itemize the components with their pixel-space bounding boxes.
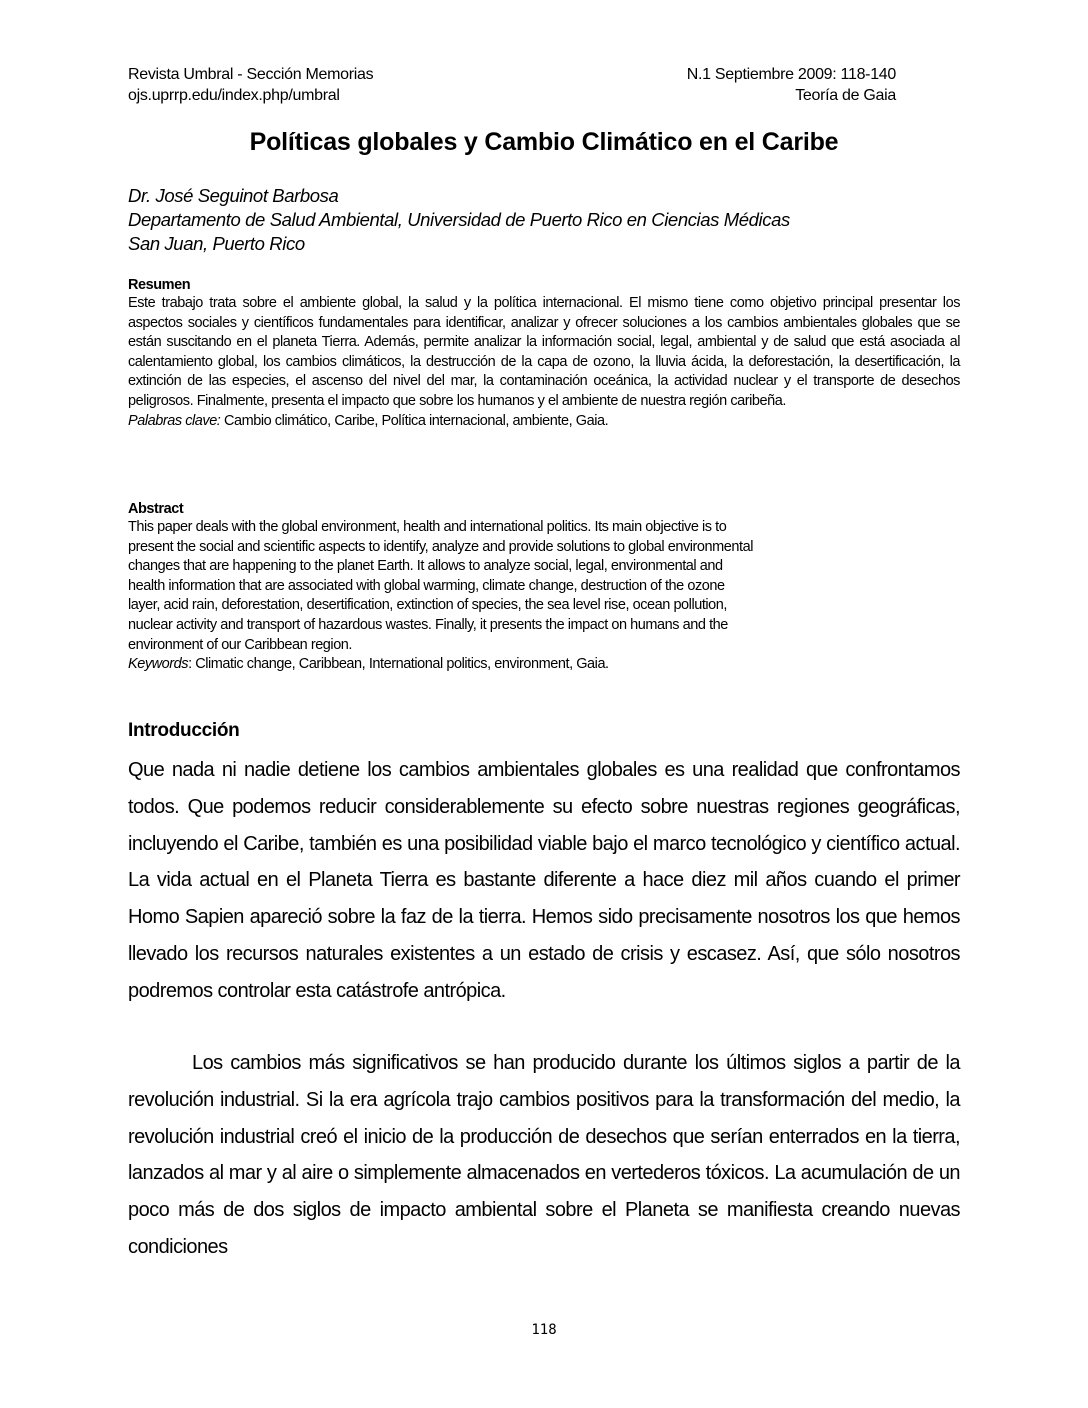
keywords-label: Keywords <box>128 656 189 673</box>
keywords <box>128 655 960 675</box>
abstract-line: environment of our Caribbean region. <box>128 636 352 653</box>
abstract-heading: Abstract <box>128 501 184 517</box>
abstract-line: This paper deals with the global environment, health and international politics. Its main objective is to <box>128 519 727 535</box>
header-right <box>687 64 896 106</box>
introduction-heading: Introducción <box>128 720 240 741</box>
author-block <box>128 184 790 256</box>
paper-title: Políticas globales y Cambio Climático en el Caribe <box>249 128 839 156</box>
resumen-section <box>128 276 960 431</box>
abstract-line: changes that are happening to the planet Earth. It allows to analyze social, legal, environmental and <box>128 558 723 575</box>
palabras-clave-values: Cambio climático, Caribe, Política internacional, ambiente, Gaia. <box>220 412 609 429</box>
journal-section: Revista Umbral - Sección Memorias <box>128 66 374 83</box>
header-left <box>128 64 373 106</box>
abstract-line: present the social and scientific aspects to identify, analyze and provide solutions to global environmental <box>128 538 753 555</box>
resumen-text: Este trabajo trata sobre el ambiente global, la salud y la política internacional. El mismo tiene como objetivo principal presentar los aspectos sociales y científicos fundamentales para identificar, analizar y ofrecer soluciones a los cambios ambientales globales que se están suscitando en el planeta Tierra. Además, permite analizar la información social, legal, ambiental y de salud que está asociada al calentamiento global, los cambios climáticos, la destrucción de la capa de ozono, la lluvia ácida, la deforestación, la desertificación, la extinción de las especies, el ascenso del nivel del mar, la contaminación oceánica, la actividad nuclear y el transporte de desechos peligrosos. Finalmente, presenta el impacto que sobre los humanos y el ambiente de nuestra región caribeña. <box>128 295 960 409</box>
author-name: Dr. José Seguinot Barbosa <box>128 185 339 206</box>
body-paragraph: Que nada ni nadie detiene los cambios ambientales globales es una realidad que confrontamos todos. Que podemos reducir considerablemente su efecto sobre nuestras regiones geográficas, incluyendo el Caribe, también es una posibilidad viable bajo el marco tecnológico y científico actual. La vida actual en el Planeta Tierra es bastante diferente a hace diez mil años cuando el primer Homo Sapien apareció sobre la faz de la tierra. Hemos sido precisamente nosotros los que hemos llevado los recursos naturales existentes a un estado de crisis y escasez. Así, que sólo nosotros podremos controlar esta catástrofe antrópica. <box>128 759 960 1002</box>
issue-info: N.1 Septiembre 2009: 118-140 <box>686 66 896 83</box>
body-paragraph: Los cambios más significativos se han producido durante los últimos siglos a partir de la revolución industrial. Si la era agrícola trajo cambios positivos para la transformación del medio, la revolución industrial creó el inicio de la producción de desechos que serían enterrados en la tierra, lanzados al mar y al aire o simplemente almacenados en vertederos tóxicos. La acumulación de un poco más de dos siglos de impacto ambiental sobre el Planeta se manifiesta creando nuevas condiciones <box>128 1052 960 1258</box>
journal-url: ojs.uprrp.edu/index.php/umbral <box>128 87 340 104</box>
resumen-heading: Resumen <box>128 277 191 293</box>
palabras-clave <box>128 412 960 432</box>
abstract-line: layer, acid rain, deforestation, desertification, extinction of species, the sea level rise, ocean pollution, <box>128 597 727 614</box>
palabras-clave-label: Palabras clave: <box>128 412 221 429</box>
section-topic: Teoría de Gaia <box>795 87 896 104</box>
keywords-values: : Climatic change, Caribbean, International politics, environment, Gaia. <box>188 656 609 673</box>
page-number: 118 <box>531 1322 557 1338</box>
abstract-section <box>128 500 960 675</box>
abstract-line: health information that are associated with global warming, climate change, destruction of the ozone <box>128 577 725 594</box>
author-affiliation: Departamento de Salud Ambiental, Universidad de Puerto Rico en Ciencias Médicas <box>128 209 790 230</box>
abstract-line: nuclear activity and transport of hazardous wastes. Finally, it presents the impact on humans and the <box>128 616 728 633</box>
author-location: San Juan, Puerto Rico <box>128 233 305 254</box>
